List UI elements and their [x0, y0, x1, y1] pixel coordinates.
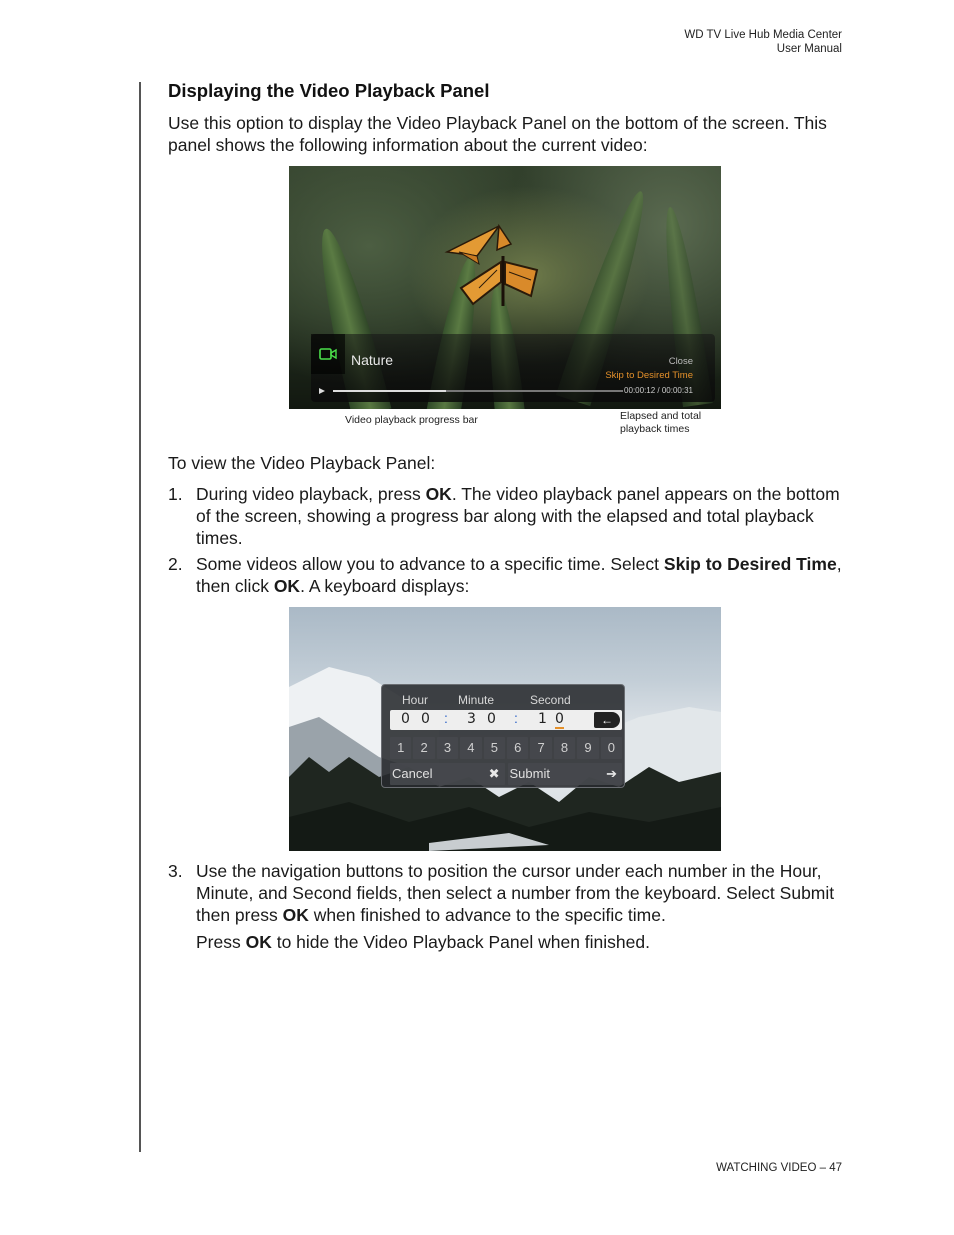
text-run: . A keyboard displays:	[300, 576, 470, 596]
text-bold: OK	[245, 932, 272, 952]
second-label: Second	[530, 693, 571, 707]
number-key[interactable]: 4	[460, 737, 481, 759]
arrow-right-icon: ➔	[606, 766, 617, 781]
playback-times: 00:00:12 / 00:00:31	[624, 386, 693, 395]
step-number: 1.	[168, 484, 183, 504]
hour-label: Hour	[402, 693, 429, 707]
text-bold: Skip to Desired Time	[663, 554, 837, 574]
step-text	[196, 553, 846, 597]
step-1	[168, 483, 848, 549]
video-playback-screenshot	[289, 166, 721, 409]
number-key[interactable]: 5	[484, 737, 505, 759]
press-ok-note	[168, 931, 848, 953]
step-text	[196, 860, 846, 926]
time-keyboard-screenshot	[289, 607, 721, 851]
text-run: to hide the Video Playback Panel when finished.	[271, 932, 650, 952]
progress-bar-fill	[333, 390, 446, 392]
number-key[interactable]: 1	[390, 737, 411, 759]
video-title: Nature	[351, 352, 394, 368]
number-keys	[390, 737, 622, 759]
step-number: 2.	[168, 554, 183, 574]
text-run: , then click	[196, 554, 842, 596]
hour-digit[interactable]: 0	[401, 711, 410, 727]
step-2	[168, 553, 848, 597]
text-run: During video playback, press	[196, 484, 426, 504]
text-bold: OK	[273, 576, 301, 596]
text-run: when finished to advance to the specific time.	[308, 905, 666, 925]
text-run: Some videos allow you to advance to a specific time. Select	[196, 554, 664, 574]
backspace-icon[interactable]: ←	[594, 712, 620, 728]
caption-progress-bar: Video playback progress bar	[345, 414, 478, 426]
separator: :	[514, 710, 518, 726]
caption-playback-times	[620, 410, 701, 436]
minute-digit[interactable]: 0	[487, 711, 496, 727]
cancel-button[interactable]	[390, 763, 505, 785]
submit-button[interactable]	[508, 763, 623, 785]
note-text	[196, 931, 846, 953]
close-option[interactable]: Close	[668, 356, 693, 367]
close-icon: ✖	[488, 766, 500, 781]
progress-bar[interactable]	[333, 390, 623, 392]
text-run: Use the navigation buttons to position the cursor under each number in the Hour, Minute, and Second fields, then select a number from the keyboard. Select Submit then press	[196, 861, 835, 925]
section-title: Displaying the Video Playback Panel	[168, 80, 490, 101]
to-view-text: To view the Video Playback Panel:	[168, 453, 436, 473]
intro-paragraph: Use this option to display the Video Playback Panel on the bottom of the screen. This panel shows the following information about the current video:	[168, 113, 827, 155]
text-run: Press	[196, 932, 246, 952]
number-key[interactable]: 8	[554, 737, 575, 759]
number-key[interactable]: 7	[530, 737, 551, 759]
play-icon	[319, 388, 325, 394]
caption-line: Elapsed and total	[620, 410, 702, 422]
page-header	[684, 28, 842, 56]
submit-label: Submit	[509, 766, 550, 781]
text-run: . The video playback panel appears on the bottom of the screen, showing a progress bar along with the elapsed and total playback times.	[196, 484, 840, 548]
step-3	[168, 860, 848, 926]
step-text	[196, 483, 846, 549]
number-key[interactable]: 9	[577, 737, 598, 759]
header-product: WD TV Live Hub Media Center	[684, 29, 842, 41]
second-digit[interactable]: 1	[538, 711, 547, 727]
page-footer: WATCHING VIDEO – 47	[716, 1162, 842, 1174]
action-buttons	[390, 763, 622, 785]
butterfly-illustration	[439, 206, 549, 316]
caption-line: playback times	[620, 423, 690, 435]
number-key[interactable]: 6	[507, 737, 528, 759]
separator: :	[444, 710, 448, 726]
cancel-label: Cancel	[392, 766, 433, 781]
playback-panel	[311, 334, 715, 402]
text-bold: OK	[282, 905, 309, 925]
hour-digit[interactable]: 0	[421, 711, 430, 727]
video-camera-icon	[311, 334, 345, 374]
time-entry-keyboard	[381, 684, 625, 788]
step-number: 3.	[168, 861, 183, 881]
minute-label: Minute	[458, 693, 495, 707]
header-doc-type: User Manual	[776, 43, 842, 55]
skip-to-desired-time-option[interactable]: Skip to Desired Time	[605, 370, 693, 381]
second-digit-cursor[interactable]: 0	[555, 711, 564, 727]
text-bold: OK	[425, 484, 452, 504]
number-key[interactable]: 2	[413, 737, 434, 759]
number-key[interactable]: 0	[601, 737, 622, 759]
number-key[interactable]: 3	[437, 737, 458, 759]
margin-rule	[139, 82, 141, 1152]
time-input-field[interactable]	[390, 710, 622, 730]
minute-digit[interactable]: 3	[467, 711, 476, 727]
section	[168, 78, 848, 156]
